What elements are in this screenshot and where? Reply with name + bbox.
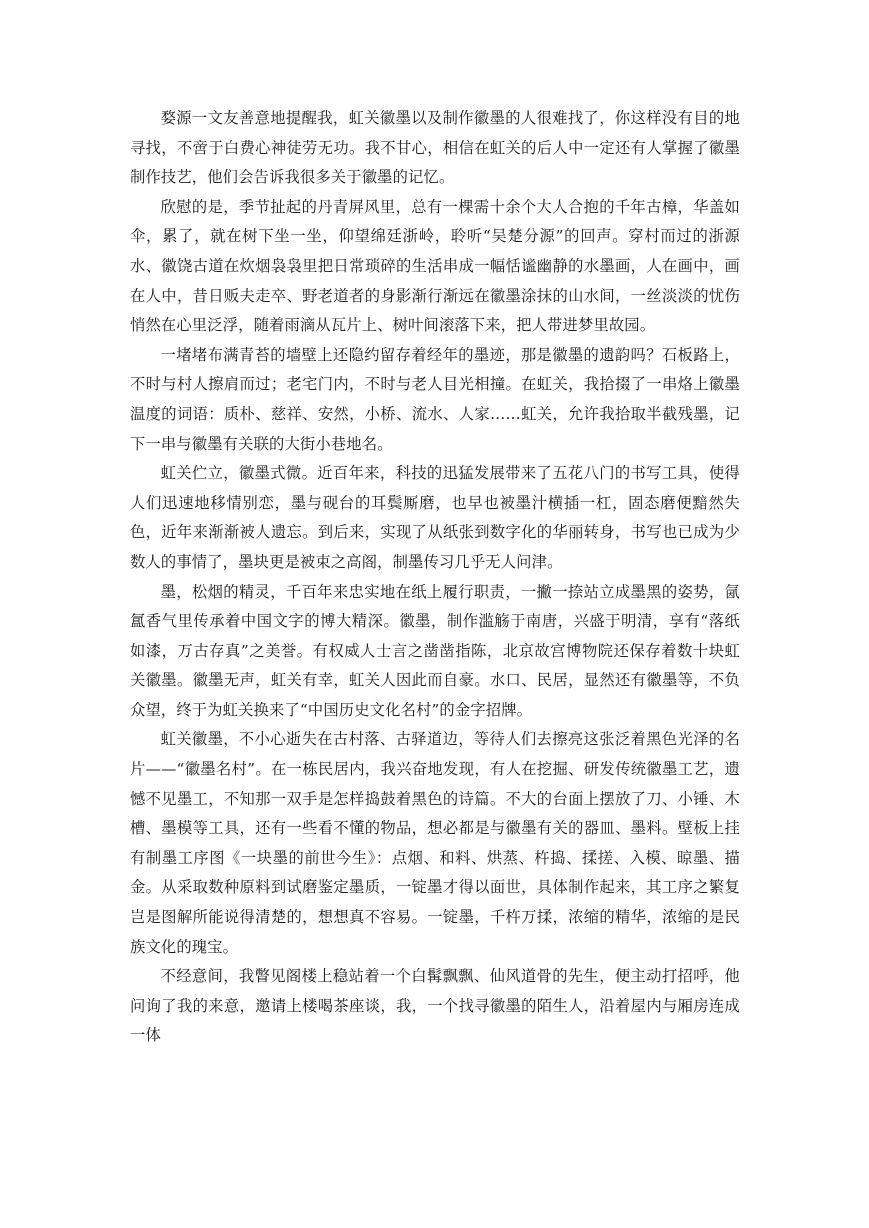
paragraph: 欣慰的是，季节扯起的丹青屏风里，总有一棵需十余个大人合抱的千年古樟，华盖如伞，累了，就在树下坐一坐，仰望绵廷浙岭，聆听“吴楚分源”的回声。穿村而过的浙源水、徽饶古道在炊烟袅袅里把日常琐碎的生活串成一幅恬谧幽静的水墨画，人在画中，画在人中，昔日贩夫走卒、野老道者的身影渐行渐远在徽墨涂抹的山水间，一丝淡淡的忧伤悄然在心里泛浮，随着雨滴从瓦片上、树叶间滚落下来，把人带进梦里故园。 (130, 197, 740, 335)
paragraph: 虹关伫立，徽墨式微。近百年来，科技的迅猛发展带来了五花八门的书写工具，使得人们迅速地移情别恋，墨与砚台的耳鬓厮磨，也早也被墨汁横插一杠，固态磨便黯然失色，近年来渐渐被人遗忘。到后来，实现了从纸张到数字化的华丽转身，书写也已成为少数人的事情了，墨块更是被束之高阁，制墨传习几乎无人问津。 (130, 464, 740, 571)
article-body (130, 104, 740, 1051)
paragraph: 墨，松烟的精灵，千百年来忠实地在纸上履行职责，一撇一捺站立成墨黑的姿势，氤氲香气里传承着中国文字的博大精深。徽墨，制作滥觞于南唐，兴盛于明清，享有“落纸如漆，万古存真”之美誉。有权威人士言之凿凿指陈，北京故宫博物院还保存着数十块虹关徽墨。徽墨无声，虹关有幸，虹关人因此而自豪。水口、民居，显然还有徽墨等，不负众望，终于为虹关换来了“中国历史文化名村”的金字招牌。 (130, 582, 740, 719)
paragraph: 婺源一文友善意地提醒我，虹关徽墨以及制作徽墨的人很难找了，你这样没有目的地寻找，不啻于白费心神徒劳无功。我不甘心，相信在虹关的后人中一定还有人掌握了徽墨制作技艺，他们会告诉我很多关于徽墨的记忆。 (130, 109, 740, 187)
paragraph: 不经意间，我瞥见阁楼上稳站着一个白髯飘飘、仙风道骨的先生，便主动打招呼，他问询了我的来意，邀请上楼喝茶座谈，我，一个找寻徽墨的陌生人，沿着屋内与厢房连成一体 (130, 967, 740, 1045)
paragraph: 一堵堵布满青苔的墙壁上还隐约留存着经年的墨迹，那是徽墨的遗韵吗？石板路上，不时与村人擦肩而过；老宅门内，不时与老人目光相撞。在虹关，我拾掇了一串烙上徽墨温度的词语：质朴、慈祥、安然，小桥、流水、人家……虹关，允许我拾取半截残墨，记下一串与徽墨有关联的大街小巷地名。 (130, 345, 740, 453)
paragraph: 虹关徽墨，不小心逝失在古村落、古驿道边，等待人们去擦亮这张泛着黑色光泽的名片——“徽墨名村”。在一栋民居内，我兴奋地发现，有人在挖掘、研发传统徽墨工艺，遗憾不见墨工，不知那一双手是怎样捣鼓着黑色的诗篇。不大的台面上摆放了刀、小锤、木槽、墨模等工具，还有一些看不懂的物品，想必都是与徽墨有关的器皿、墨料。壁板上挂有制墨工序图《一块墨的前世今生》：点烟、和料、烘蒸、杵捣、揉搓、入模、晾墨、描金。从采取数种原料到试磨鉴定墨质，一锭墨才得以面世，具体制作起来，其工序之繁复岂是图解所能说得清楚的，想想真不容易。一锭墨，千杵万揉，浓缩的精华，浓缩的是民族文化的瑰宝。 (130, 730, 740, 956)
